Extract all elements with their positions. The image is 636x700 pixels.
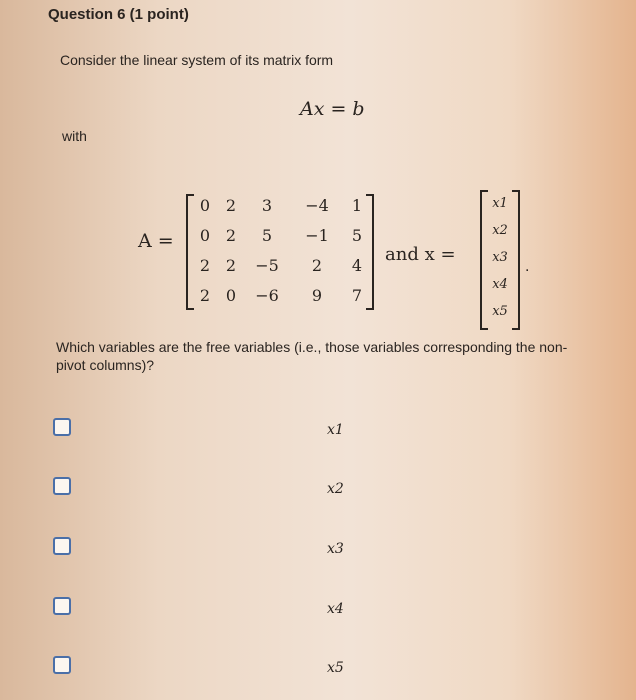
matrix-cell: 0 (199, 196, 211, 215)
matrix-a (186, 194, 374, 310)
question-prompt: Which variables are the free variables (i.e., those variables corresponding the non-pivot columns)? (56, 339, 568, 373)
matrix-cell: 0 (199, 226, 211, 245)
checkbox[interactable] (53, 477, 71, 495)
matrix-a-label: A = (138, 230, 174, 252)
and-x-label: and x = (385, 244, 456, 265)
option-x5[interactable] (53, 656, 353, 686)
matrix-cell: 2 (199, 256, 211, 275)
matrix-cell: 2 (225, 196, 237, 215)
with-label: with (62, 128, 87, 144)
x-vector (480, 190, 520, 330)
matrix-cell: 0 (225, 286, 237, 305)
option-label: x1 (327, 422, 344, 438)
matrix-cell: −1 (305, 226, 329, 245)
question-intro: Consider the linear system of its matrix form (60, 52, 334, 68)
option-label: x3 (327, 541, 344, 557)
matrix-cell: 7 (351, 286, 363, 305)
question-title: Question 6 (1 point) (48, 6, 189, 23)
x-vector-entry: x2 (492, 223, 508, 238)
matrix-cell: 5 (261, 226, 273, 245)
trailing-period: . (525, 258, 530, 275)
x-vector-entry: x1 (492, 196, 508, 211)
matrix-cell: −6 (255, 286, 279, 305)
checkbox[interactable] (53, 418, 71, 436)
matrix-cell: 1 (351, 196, 363, 215)
checkbox[interactable] (53, 656, 71, 674)
matrix-cell: 2 (311, 256, 323, 275)
matrix-cell: 2 (225, 226, 237, 245)
matrix-cell: 4 (351, 256, 363, 275)
option-x1[interactable] (53, 418, 353, 448)
checkbox[interactable] (53, 597, 71, 615)
checkbox[interactable] (53, 537, 71, 555)
option-x4[interactable] (53, 597, 353, 627)
matrix-cell: 3 (261, 196, 273, 215)
option-x2[interactable] (53, 477, 353, 507)
matrix-cell: 9 (311, 286, 323, 305)
x-vector-entry: x4 (492, 277, 508, 292)
matrix-cell: 2 (199, 286, 211, 305)
x-vector-entry: x3 (492, 250, 508, 265)
option-label: x2 (327, 481, 344, 497)
option-label: x5 (327, 660, 344, 676)
matrix-equation: Ax = b (300, 98, 365, 120)
x-vector-entry: x5 (492, 304, 508, 319)
matrix-cell: 5 (351, 226, 363, 245)
option-label: x4 (327, 601, 344, 617)
matrix-cell: −5 (255, 256, 279, 275)
option-x3[interactable] (53, 537, 353, 567)
matrix-cell: −4 (305, 196, 329, 215)
matrix-cell: 2 (225, 256, 237, 275)
